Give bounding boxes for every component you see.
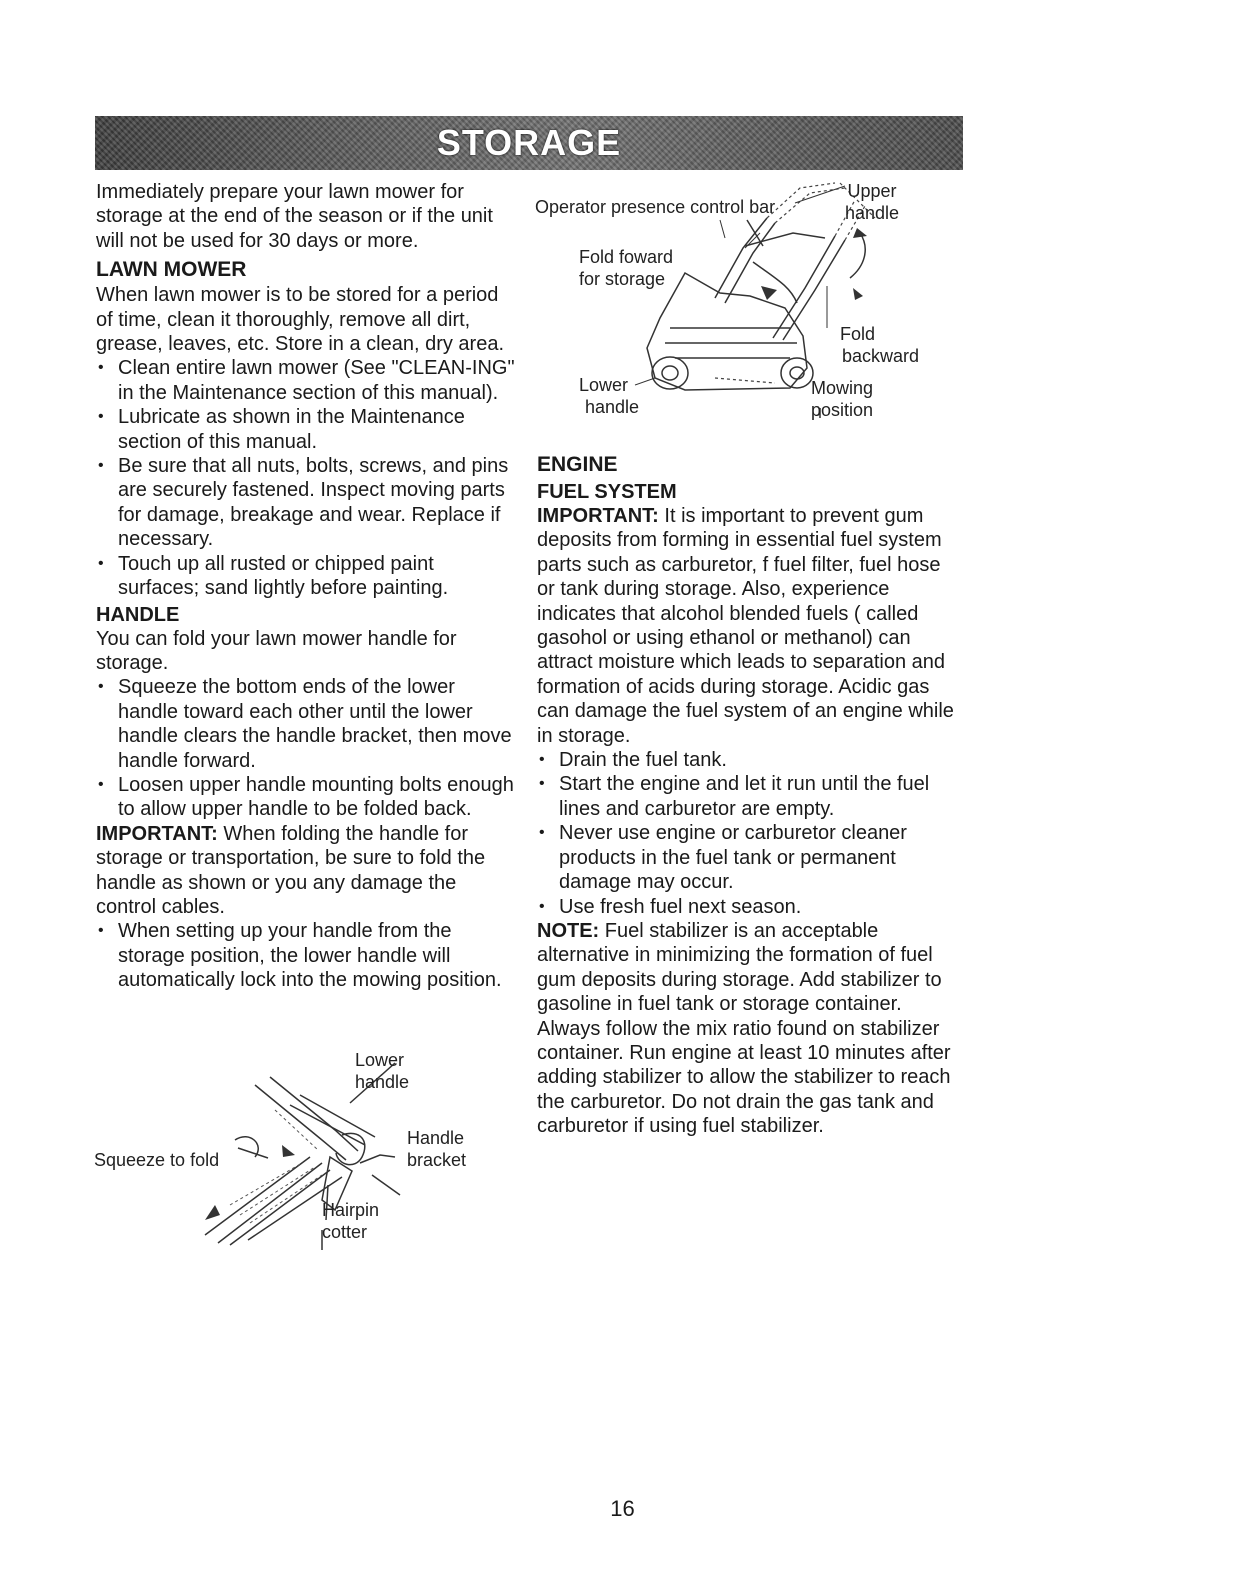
page-number: 16 <box>610 1496 635 1521</box>
left-column <box>96 180 518 993</box>
handle-heading: HANDLE <box>96 603 180 626</box>
intro-paragraph: Immediately prepare your lawn mower for storage at the end of the season or if the unit will not be used for 30 days or more. <box>96 181 493 252</box>
important-text: When folding the handle for storage or transportation, be sure to fold the handle as shown or you any damage the control cables. <box>96 822 486 918</box>
important-label: IMPORTANT: <box>96 822 218 845</box>
label-lower-handle: Lower handle <box>579 375 640 417</box>
label-mowing-position: Mowing position <box>811 378 874 420</box>
list-item: • Start the engine and let it run until the fuel lines and carburetor are empty. <box>537 772 962 821</box>
section-banner <box>95 116 963 170</box>
label-squeeze-to-fold: Squeeze to fold <box>94 1150 220 1170</box>
note-text: Fuel stabilizer is an acceptable alternative in minimizing the formation of fuel gum deposits during storage. Add stabilizer to gasoline in fuel tank or storage container. Always follow the mix ratio found on stabilizer container. Run engine at least 10 minutes after adding stabilizer to allow the stabilizer to reach the carburetor. Do not drain the gas tank and carburetor if using fuel stabilizer. <box>537 919 951 1138</box>
list-item: • Clean entire lawn mower (See "CLEAN-ING" in the Maintenance section of this manual). <box>96 356 518 405</box>
list-item: • Never use engine or carburetor cleaner products in the fuel tank or permanent damage may occur. <box>537 821 962 894</box>
lawn-mower-paragraph: When lawn mower is to be stored for a period of time, clean it thoroughly, remove all dirt, grease, leaves, etc. Store in a clean, dry area. <box>96 284 504 356</box>
label-upper-handle: Upper handle <box>845 181 900 223</box>
handle-paragraph: You can fold your lawn mower handle for storage. <box>96 627 457 674</box>
fuel-system-heading: FUEL SYSTEM <box>537 481 677 503</box>
list-item: • Be sure that all nuts, bolts, screws, and pins are securely fastened. Inspect moving parts for damage, breakage and wear. Replace if necessary. <box>96 454 518 552</box>
handle-setup-list <box>96 919 518 992</box>
important-paragraph <box>96 822 518 920</box>
lawn-mower-heading: LAWN MOWER <box>96 258 247 282</box>
fuel-important-paragraph <box>537 504 962 748</box>
mower-fold-figure <box>535 178 965 428</box>
section-title: STORAGE <box>436 122 622 163</box>
list-item: • When setting up your handle from the storage position, the lower handle will automatically lock into the mowing position. <box>96 919 518 992</box>
list-item: • Drain the fuel tank. <box>537 748 962 772</box>
list-item: • Lubricate as shown in the Maintenance section of this manual. <box>96 405 518 454</box>
list-item: • Touch up all rusted or chipped paint surfaces; sand lightly before painting. <box>96 552 518 601</box>
label-opc-bar: Operator presence control bar <box>535 197 776 217</box>
list-item: • Use fresh fuel next season. <box>537 895 962 919</box>
label-fold-backward: Fold backward <box>840 324 920 366</box>
label-handle-bracket: Handle bracket <box>407 1128 467 1170</box>
label-lower-handle: Lower handle <box>355 1050 410 1092</box>
right-column <box>537 448 962 1139</box>
important-text: It is important to prevent gum deposits from forming in essential fuel system parts such as carburetor, f fuel filter, fuel hose or tank during storage. Also, experience indicates that alcohol blended fuels ( called gasohol or using ethanol or methanol) can attract moisture which leads to separation and formation of acids during storage. Acidic gas can damage the fuel system of an engine while in storage. <box>537 505 954 747</box>
engine-heading: ENGINE <box>537 453 618 476</box>
note-label: NOTE: <box>537 919 600 942</box>
important-label: IMPORTANT: <box>537 505 659 527</box>
lawn-mower-list <box>96 356 518 600</box>
list-item: • Loosen upper handle mounting bolts enough to allow upper handle to be folded back. <box>96 773 518 822</box>
label-hairpin-cotter: Hairpin cotter <box>322 1200 380 1242</box>
list-item: • Squeeze the bottom ends of the lower handle toward each other until the lower handle clears the handle bracket, then move handle forward. <box>96 675 518 773</box>
note-paragraph <box>537 919 962 1139</box>
fuel-list <box>537 748 962 919</box>
handle-bracket-figure <box>90 1045 520 1255</box>
label-fold-forward: Fold foward for storage <box>579 247 674 289</box>
handle-list <box>96 675 518 821</box>
